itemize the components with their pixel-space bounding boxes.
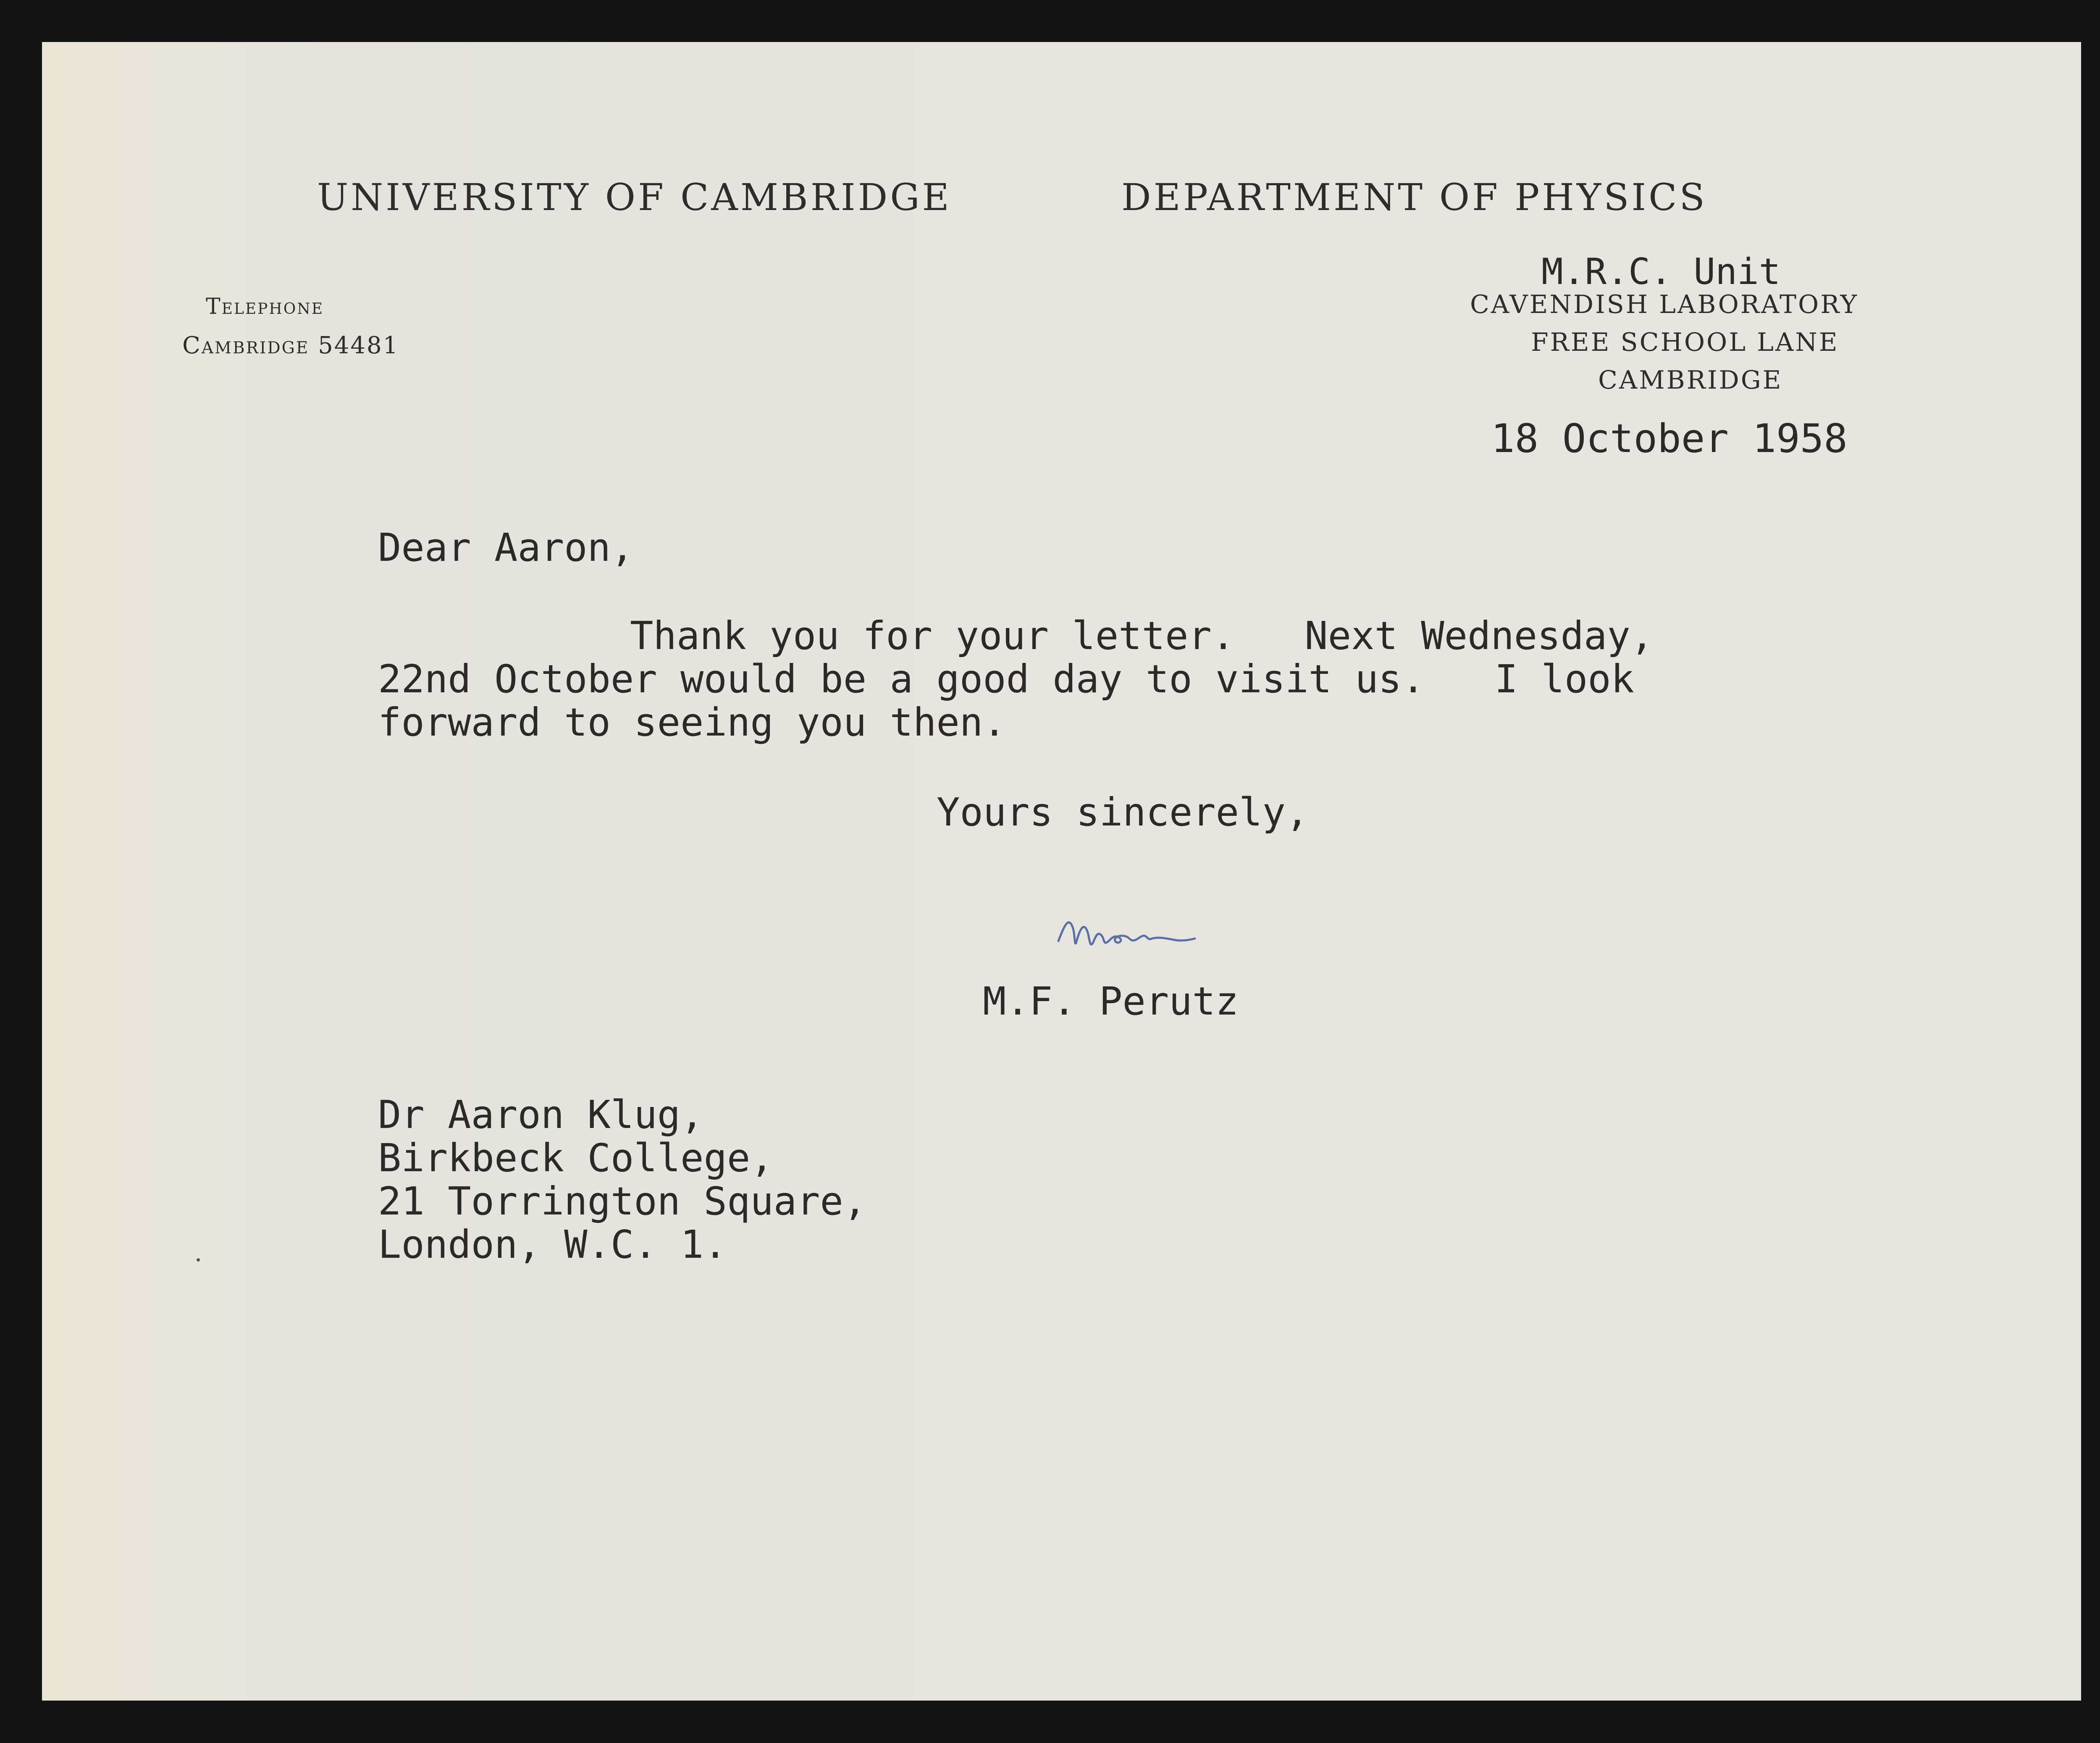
letter-page [42, 42, 2081, 1701]
telephone-label: Telephone [206, 294, 324, 319]
telephone-number: Cambridge 54481 [182, 332, 399, 359]
salutation: Dear Aaron, [378, 525, 634, 570]
handwritten-signature [1050, 891, 1201, 966]
letterhead-university: UNIVERSITY OF CAMBRIDGE [317, 176, 952, 219]
recipient-address-line: London, W.C. 1. [378, 1222, 727, 1267]
address-street: FREE SCHOOL LANE [1531, 328, 1839, 357]
letter-date: 18 October 1958 [1491, 416, 1848, 462]
recipient-address-line: 21 Torrington Square, [378, 1179, 867, 1224]
paper-speck [197, 1258, 200, 1262]
closing: Yours sincerely, [937, 790, 1309, 835]
body-line: 22nd October would be a good day to visit us. I look [378, 657, 1634, 702]
recipient-address-line: Dr Aaron Klug, [378, 1092, 704, 1137]
recipient-address-line: Birkbeck College, [378, 1136, 774, 1180]
body-line: Thank you for your letter. Next Wednesday, [630, 613, 1654, 658]
letterhead-department: DEPARTMENT OF PHYSICS [1121, 176, 1707, 219]
body-line: forward to seeing you then. [378, 700, 1006, 745]
address-city: CAMBRIDGE [1598, 365, 1783, 395]
address-laboratory: CAVENDISH LABORATORY [1470, 290, 1859, 319]
sender-name: M.F. Perutz [983, 979, 1239, 1024]
unit-name: M.R.C. Unit [1541, 251, 1781, 293]
